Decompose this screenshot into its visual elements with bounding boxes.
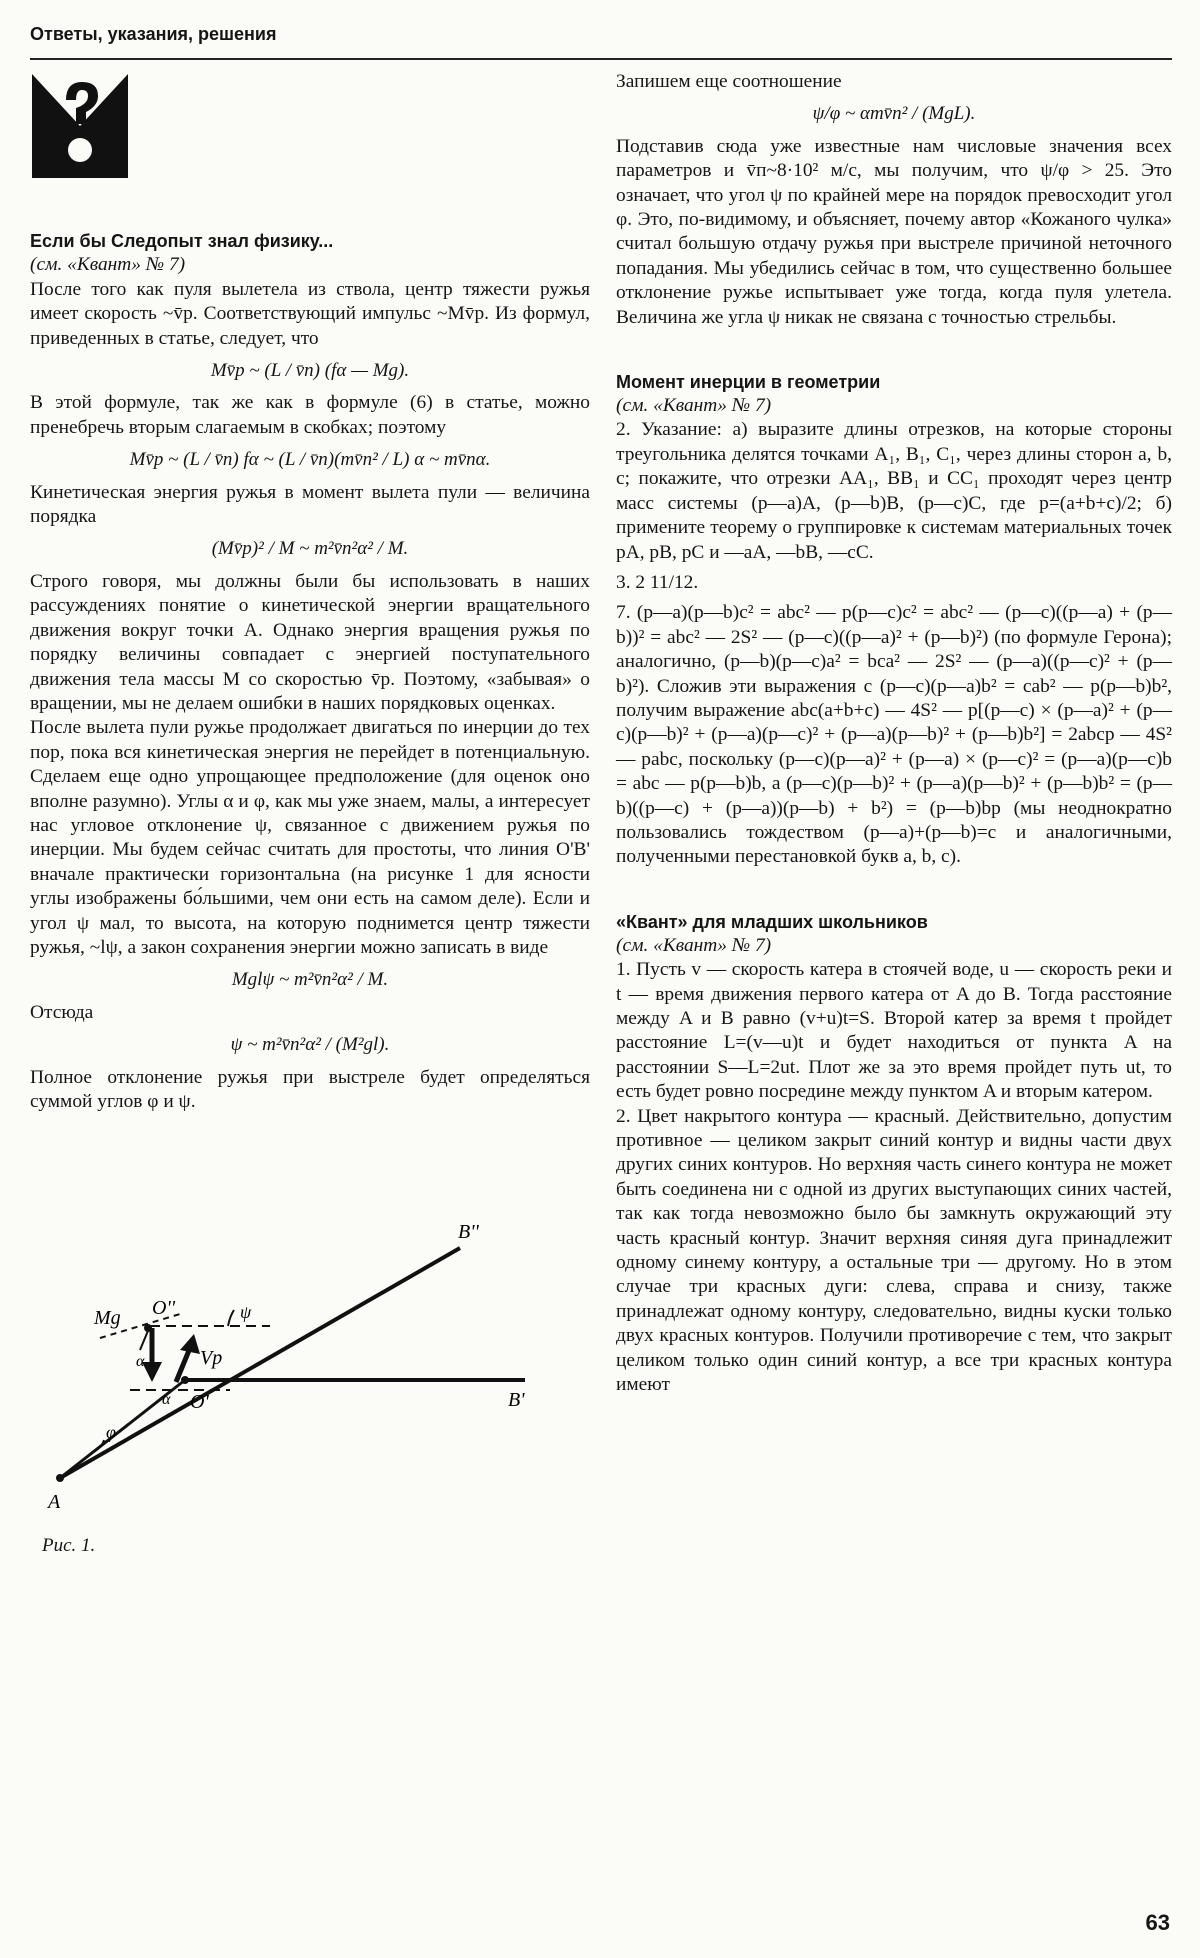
section-title-inertia: Момент инерции в геометрии bbox=[616, 372, 881, 393]
label-b2: B'' bbox=[458, 1221, 479, 1244]
right-column bbox=[616, 70, 1172, 1398]
label-alpha-1: α bbox=[136, 1353, 145, 1371]
juniors-answer-1: 1. Пусть v — скорость катера в стоячей воде, u — скорость реки и t — время движения первого катера от A до B. Тогда расстояние между A и B равно (v+u)t=S. Второй катер за время t пройдет расстояние L=(v—u)t и будет находиться от пункта A на расстоянии S—L=2ut. Плот же за это время пройдет путь ut, то есть будет ровно посредине между пунктом A и вторым катером. bbox=[616, 959, 1172, 1103]
juniors-answer-2: 2. Цвет накрытого контура — красный. Действительно, допустим противное — целиком закрыт синий контур и видны части двух других синих контуров. Но верхняя часть синего контура не может быть соединена ни с одной из других выступающих синих частей, так как тогда невозможно было бы замкнуть окружающий эту часть красный контур. Значит верхняя синяя дуга принадлежит одному синему контуру, а остальные три — другому. Но в этом случае три красных дуги: слева, справа и снизу, также принадлежат одному контуру, следовательно, видны куски только двух красных контуров. Получили противоречие с тем, что закрыт целиком только один синий контур, а все три красных контура имеют bbox=[616, 1105, 1172, 1396]
section-ref-tracker: (см. «Квант» № 7) bbox=[30, 254, 186, 276]
figure-caption: Рис. 1. bbox=[42, 1535, 96, 1556]
point-a bbox=[56, 1474, 64, 1482]
line-a-b2 bbox=[60, 1248, 460, 1478]
right-paragraph-2: Подставив сюда уже известные нам числовые значения всех параметров и v̄п~8·10² м/с, мы получим, что ψ/φ > 25. Это означает, что угол ψ по крайней мере на порядок превосходит угол φ. Это, по-видимому, и объясняет, почему автор «Кожаного чулка» считал большую отдачу ружья при выстреле причиной неточного попадания. Мы убедились сейчас в том, что существенно большее отклонение ружье испытывает уже тогда, когда пуля улетела. Величина же угла ψ никак не связана с точностью стрельбы. bbox=[616, 135, 1172, 328]
gravity-arrow-head bbox=[142, 1362, 162, 1382]
label-a: A bbox=[48, 1491, 61, 1514]
formula-4: Mglψ ~ m²v̄п²α² / M. bbox=[231, 969, 389, 991]
left-column bbox=[30, 70, 590, 1558]
paragraph-5: После вылета пули ружье продолжает двигаться по инерции до тех пор, пока вся кинетическая энергия не перейдет в потенциальную. Сделаем еще одно упрощающее предположение (для оценок оно вполне разумно). Углы α и φ, как мы уже знаем, малы, а интересует нас угловое отклонение ψ, связанное с движением ружья по инерции. Мы будем сейчас считать для простоты, что линия O'B' вначале практически горизонтальна (на рисунке 1 для ясности углы изображены бо́льшими, чем они есть на самом деле). Если и угол ψ мал, то высота, на которую поднимется центр тяжести ружья, ~lψ, а закон сохранения энергии можно записать в виде bbox=[30, 717, 590, 958]
formula-2: Mv̄р ~ (L / v̄п) fα ~ (L / v̄п)(mv̄п² / L) α ~ mv̄пα. bbox=[129, 449, 491, 471]
question-logo-icon bbox=[32, 74, 128, 178]
paragraph-7: Полное отклонение ружья при выстреле будет определяться суммой углов φ и ψ. bbox=[30, 1066, 590, 1112]
paragraph-1: После того как пуля вылетела из ствола, центр тяжести ружья имеет скорость ~v̄р. Соответствующий импульс ~Mv̄р. Из формул, приведенных в статье, следует, что bbox=[30, 278, 590, 349]
label-o2: O'' bbox=[152, 1297, 175, 1320]
formula-1: Mv̄р ~ (L / v̄п) (fα — Mg). bbox=[210, 360, 410, 382]
label-psi: ψ bbox=[240, 1302, 252, 1323]
paragraph-6: Отсюда bbox=[30, 1001, 94, 1023]
formula-3: (Mv̄р)² / M ~ m²v̄п²α² / M. bbox=[211, 538, 409, 560]
running-head: Ответы, указания, решения bbox=[30, 24, 277, 44]
header-rule bbox=[30, 58, 1172, 60]
section-ref-juniors: (см. «Квант» № 7) bbox=[616, 934, 772, 956]
section-title-tracker: Если бы Следопыт знал физику... bbox=[30, 231, 334, 252]
paragraph-4: Строго говоря, мы должны были бы использовать в наших рассуждениях понятие о кинетической энергии вращательного движения вокруг точки A. Однако энергия вращения ружья по порядку величины совпадает с энергией поступательного движения тела массы M со скоростью v̄р. Поэтому, «забывая» о вращении, мы не делаем ошибки в наших порядковых оценках. bbox=[30, 570, 590, 714]
inertia-answer-3: 3. 2 11/12. bbox=[616, 571, 699, 593]
right-paragraph-1: Запишем еще соотношение bbox=[616, 71, 842, 92]
paragraph-2: В этой формуле, так же как в формуле (6) в статье, можно пренебречь вторым слагаемым в скобках; поэтому bbox=[30, 392, 590, 438]
recoil-arrow-head bbox=[180, 1334, 200, 1354]
label-o1: O' bbox=[190, 1391, 209, 1414]
section-title-juniors: «Квант» для младших школьников bbox=[616, 911, 928, 932]
figure-1-diagram bbox=[30, 1128, 550, 1528]
paragraph-3: Кинетическая энергия ружья в момент вылета пули — величина порядка bbox=[30, 481, 590, 528]
label-phi: φ bbox=[106, 1422, 116, 1443]
page-number: 63 bbox=[1145, 1910, 1170, 1935]
section-ref-inertia: (см. «Квант» № 7) bbox=[616, 395, 772, 417]
angle-arc-psi bbox=[228, 1310, 234, 1326]
figure-1 bbox=[30, 1128, 590, 1558]
label-alpha-2: α bbox=[162, 1391, 171, 1409]
point-o2 bbox=[144, 1324, 152, 1332]
point-o1 bbox=[181, 1376, 189, 1384]
formula-5: ψ ~ m²v̄п²α² / (M²gl). bbox=[230, 1034, 390, 1056]
label-mg: Mg bbox=[94, 1307, 121, 1330]
inertia-answer-7: 7. (p—a)(p—b)c² = abc² — p(p—c)c² = abc² — (p—c)((p—a) + (p—b))² = abc² — 2S² — (p—c)((p—a)² + (p—b)²) (по формуле Герона); аналогично, (p—b)(p—c)a² = bca² — 2S² — (p—a)((p—c)² + (p—b)²). Сложив эти выражения с (p—c)(p—a)b² = cab² — p(p—b)b², получим выражение abc(a+b+c) — 4S² — p[(p—c) × (p—a)² + (p—c)(p—b)² + (p—a)(p—c)² + (p—a)(p—b)² + (p—b)b²] = 2abcp — 4S² — pabc, поскольку (p—c)(p—a)² + (p—a) × (p—c)² = (p—a)(p—c)b = abc — p(p—b)b, а (p—c)(p—b)² + (p—a)(p—b)² + (p—b)b² = (p—b)((p—c) + (p—a))(p—b) + b²) = (p—b)bp (мы неоднократно пользовались тождеством (p—a)+(p—b)=c и аналогичными, полученными перестановкой букв a, b, c). bbox=[616, 602, 1172, 868]
label-vp: Vp bbox=[200, 1347, 223, 1370]
label-b1: B' bbox=[508, 1389, 525, 1412]
right-formula-1: ψ/φ ~ αmv̄п² / (MgL). bbox=[812, 103, 976, 125]
inertia-answer-2: 2. Указание: а) выразите длины отрезков, на которые стороны треугольника делятся точками A₁, B₁, C₁, через длины сторон a, b, c; покажите, что отрезки AA₁, BB₁ и CC₁ проходят через центр масс системы (p—a)A, (p—b)B, (p—c)C, где p=(a+b+c)/2; б) примените теорему о группировке к системам материальных точек pA, pB, pC и —aA, —bB, —cC. bbox=[616, 419, 1172, 563]
